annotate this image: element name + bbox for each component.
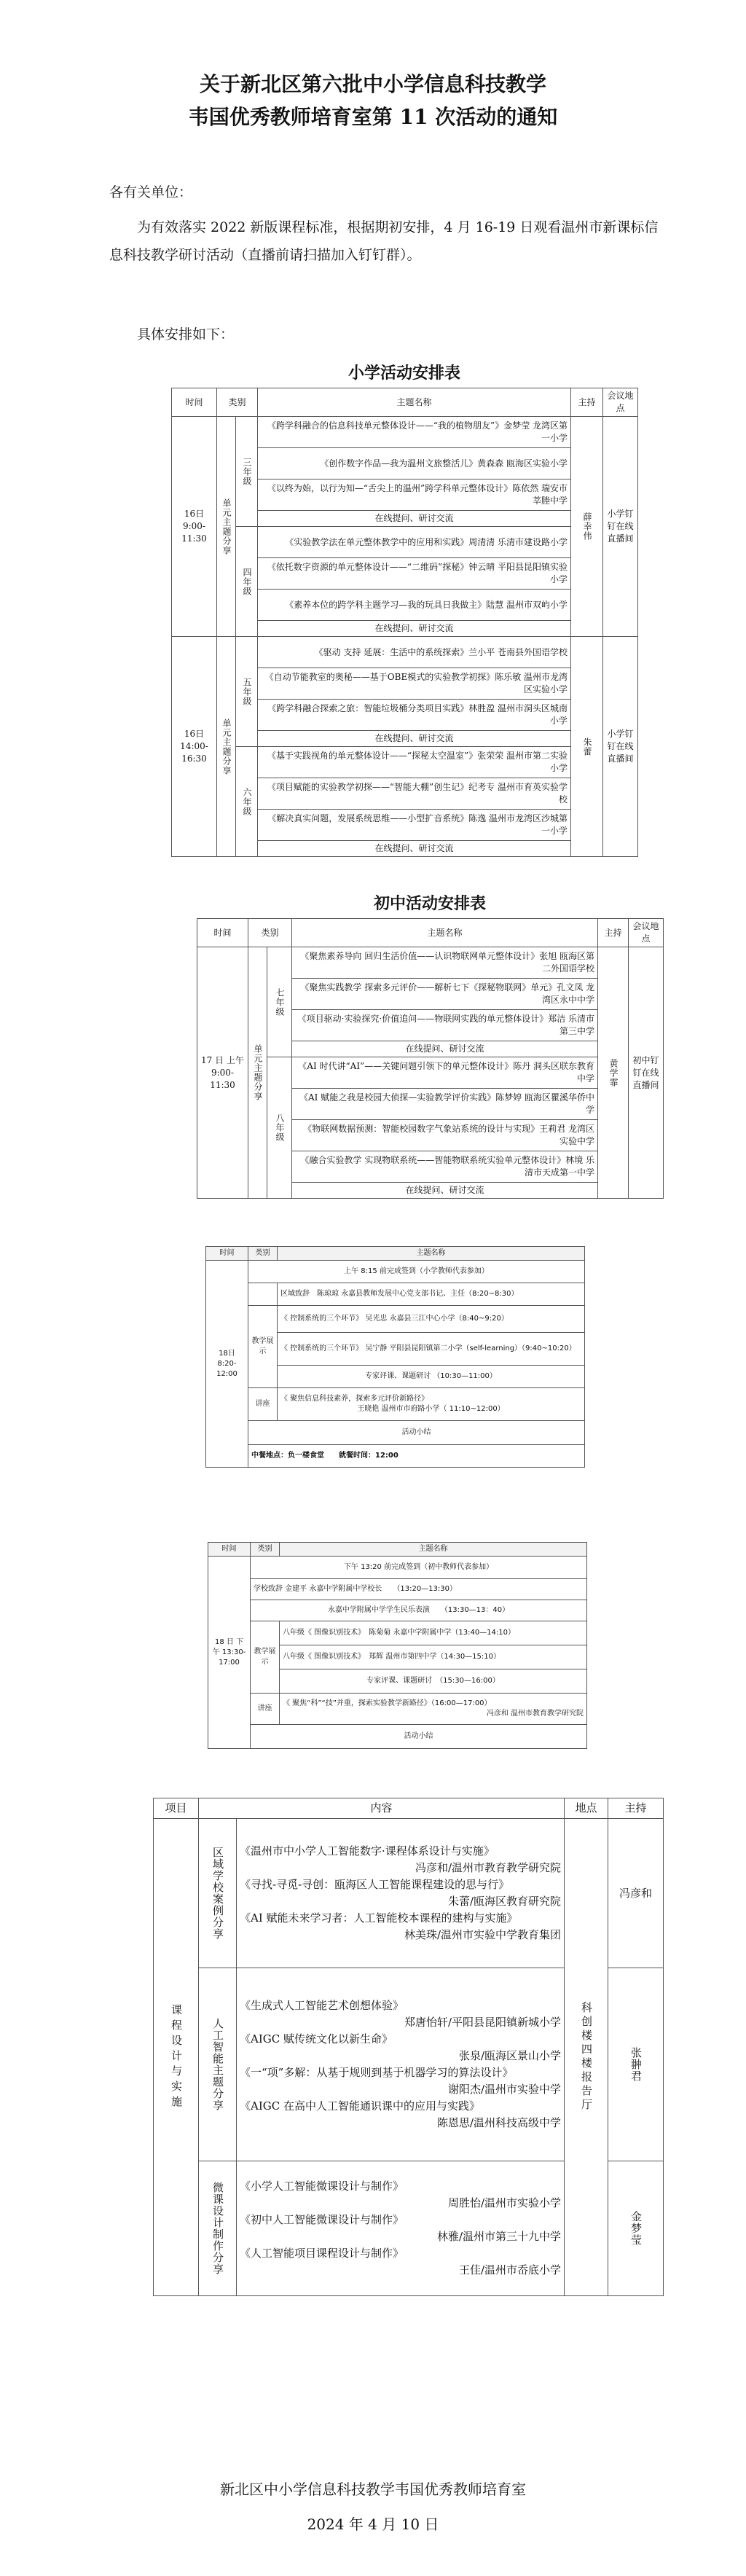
middle-header-row bbox=[197, 919, 664, 947]
discussion-row: 在线提问、研讨交流 bbox=[258, 511, 571, 527]
discussion-row: 在线提问、研讨交流 bbox=[258, 621, 571, 637]
host-name: 黄学霏 bbox=[608, 1058, 619, 1087]
topic-row: 《物联网数据预测：智能校园数字气象站系统的设计与实现》王莉君 龙湾区实验中学 bbox=[292, 1120, 598, 1151]
item-author: 谢阳杰/温州市实验中学 bbox=[447, 2083, 562, 2096]
topic-row: 《融合实验教学 实现物联系统——智能物联系统实验单元整体设计》林境 乐清市天成第一中学 bbox=[292, 1151, 598, 1183]
topic-row: 《聚焦素养导向 回归生活价值——认识物联网单元整体设计》张旭 瓯海区第二外国语学校 bbox=[292, 947, 598, 979]
signin-row: 上午 8:15 前完成签到（小学教师代表参加） bbox=[248, 1261, 585, 1283]
venue: 小学钉钉在线直播间 bbox=[603, 417, 638, 637]
topic-row: 《解决真实问题，发展系统思维——小型扩音系统》陈逸 温州市龙湾区沙城第一小学 bbox=[258, 810, 571, 841]
topic-row: 《基于实践视角的单元整体设计——“探秘太空温室”》张荣荣 温州市第二实验小学 bbox=[258, 747, 571, 778]
demo-row: 八年级《 图像识别技术》 郑辉 温州市第四中学（14:30—15:10） bbox=[280, 1645, 587, 1669]
lecture-title: 《 聚焦“科”“技”并重，探索实验教学新路径》（16:00—17:00） bbox=[283, 1699, 492, 1707]
category-label: 单元主题分享 bbox=[221, 718, 232, 775]
header-location: 地点 bbox=[565, 1798, 608, 1819]
review-row: 专家评课、课题研讨 （15:30—16:00） bbox=[280, 1669, 587, 1694]
session-time: 17 日 上午 9:00-11:30 bbox=[197, 947, 248, 1199]
lunch-row: 中餐地点：负一楼食堂 就餐时间：12:00 bbox=[248, 1445, 585, 1468]
notice-title-line2: 韦国优秀教师培育室第 11 次活动的通知 bbox=[188, 105, 558, 129]
item-title: 《AIGC 在高中人工智能通识课中的应用与实践》 bbox=[240, 2099, 480, 2113]
morning-schedule bbox=[205, 1246, 584, 1468]
header-time: 时间 bbox=[208, 1543, 251, 1557]
demo-row: 《 控制系统的三个环节》 吴宁静 平阳县昆阳镇第二小学（self-learning）（9:40~10:20） bbox=[278, 1333, 585, 1366]
lecture-label: 讲座 bbox=[251, 1694, 280, 1725]
header-category: 类别 bbox=[251, 1543, 280, 1557]
session-time: 16日 14:00-16:30 bbox=[172, 637, 217, 857]
footer-org: 新北区中小学信息科技教学韦国优秀教师培育室 bbox=[220, 2481, 526, 2498]
discussion-row: 在线提问、研讨交流 bbox=[258, 731, 571, 747]
header-topic: 主题名称 bbox=[278, 1247, 585, 1261]
item-author: 冯彦和/温州市教育教学研究院 bbox=[415, 1861, 562, 1874]
topic-row: 《实验教学法在单元整体教学中的应用和实践》周清清 乐清市建设路小学 bbox=[258, 527, 571, 558]
session-time: 16日 9:00-11:30 bbox=[172, 417, 217, 637]
item-author: 王佳/温州市岙底小学 bbox=[458, 2263, 562, 2276]
topic-row: 《以终为始，以行为知—“舌尖上的温州”跨学科单元整体设计》陈依然 瑞安市莘塍中学 bbox=[258, 479, 571, 511]
group-name: 区域学校案例分享 bbox=[211, 1847, 224, 1940]
group-items bbox=[237, 2161, 565, 2296]
demo-row: 八年级《 图像识别技术》 陈菊菊 永嘉中学附属中学（13:40—14:10） bbox=[280, 1621, 587, 1645]
primary-table-title: 小学活动安排表 bbox=[348, 364, 460, 383]
lecturer: 王晓艳 温州市市府路小学（ 11:10~12:00） bbox=[357, 1405, 505, 1413]
item-author: 朱蕾/瓯海区教育研究院 bbox=[447, 1895, 562, 1908]
venue: 小学钉钉在线直播间 bbox=[603, 637, 638, 857]
item-title: 《小学人工智能微课设计与制作》 bbox=[240, 2180, 404, 2193]
header-venue: 会议地点 bbox=[603, 388, 638, 417]
topic-row: 《项目赋能的实验教学初探——“智能大棚”创生记》纪考专 温州市育英实验学校 bbox=[258, 778, 571, 810]
footer-date: 2024 年 4 月 10 日 bbox=[307, 2516, 439, 2533]
group-name: 微课设计制作分享 bbox=[211, 2182, 224, 2275]
item-title: 《AIGC 赋传统文化以新生命》 bbox=[240, 2032, 393, 2045]
topic-row: 《跨学科融合的信息科技单元整体设计——“我的植物朋友”》金梦莹 龙湾区第一小学 bbox=[258, 417, 571, 448]
group-host: 金梦莹 bbox=[629, 2211, 643, 2246]
welcome-row: 永嘉中学附属中学学生民乐表演 （13:30—13：40） bbox=[251, 1600, 587, 1621]
topic-row: 《项目驱动·实验探究·价值追问——物联网实践的单元整体设计》郑洁 乐清市第三中学 bbox=[292, 1010, 598, 1041]
item-author: 林美珠/温州市实验中学教育集团 bbox=[404, 1928, 562, 1941]
item-title: 《寻找-寻觅-寻创：瓯海区人工智能课程建设的思与行》 bbox=[240, 1878, 510, 1891]
session-time: 18 日 下午 13:30-17:00 bbox=[208, 1557, 251, 1749]
topic-row: 《跨学科融合探索之旅：智能垃圾桶分类项目实践》林胜盈 温州市洞头区城南小学 bbox=[258, 700, 571, 731]
topic-row: 《驱动 支持 延展：生活中的系统探索》兰小平 苍南县外国语学校 bbox=[258, 637, 571, 668]
signin-row: 下午 13:20 前完成签到（初中教师代表参加） bbox=[251, 1557, 587, 1579]
salutation: 各有关单位： bbox=[109, 184, 193, 200]
grade-label: 五年级 bbox=[242, 677, 252, 706]
afternoon-header-row bbox=[208, 1543, 587, 1557]
lecture-title: 《 聚焦信息科技素养，探索多元评价新路径》 bbox=[280, 1395, 429, 1403]
item-title: 《生成式人工智能艺术创想体验》 bbox=[240, 1999, 404, 2012]
grade-label: 八年级 bbox=[275, 1113, 285, 1142]
lecture-label: 讲座 bbox=[248, 1388, 278, 1421]
primary-schedule bbox=[171, 359, 637, 857]
header-category: 类别 bbox=[248, 919, 292, 947]
grade-label: 六年级 bbox=[242, 787, 252, 816]
item-title: 《人工智能项目课程设计与制作》 bbox=[240, 2247, 404, 2260]
middle-table-title: 初中活动安排表 bbox=[373, 894, 486, 913]
category-label: 单元主题分享 bbox=[221, 498, 232, 555]
header-time: 时间 bbox=[197, 919, 248, 947]
topic-row: 《AI 赋能之我是校园大侦探—实验教学评价实践》陈梦婷 瓯海区瞿溪华侨中学 bbox=[292, 1089, 598, 1120]
header-topic: 主题名称 bbox=[280, 1543, 587, 1557]
discussion-row: 在线提问、研讨交流 bbox=[258, 841, 571, 857]
notice-title-line1: 关于新北区第六批中小学信息科技教学 bbox=[199, 72, 546, 96]
course-header-row bbox=[154, 1798, 664, 1819]
header-time: 时间 bbox=[172, 388, 217, 417]
header-content: 内容 bbox=[199, 1798, 565, 1819]
category-label: 单元主题分享 bbox=[253, 1044, 263, 1101]
demo-row: 《 控制系统的三个环节》 吴光忠 永嘉县三江中心小学（8:40~9:20） bbox=[278, 1306, 585, 1333]
discussion-row: 在线提问、研讨交流 bbox=[292, 1041, 598, 1057]
welcome-row: 学校致辞 金建平 永嘉中学附属中学校长 （13:20—13:30） bbox=[251, 1579, 587, 1600]
header-venue: 会议地点 bbox=[629, 919, 664, 947]
item-title: 《AI 赋能未来学习者：人工智能校本课程的建构与实施》 bbox=[240, 1911, 518, 1925]
header-time: 时间 bbox=[206, 1247, 248, 1261]
item-title: 《一“项”多解：从基于规则到基于机器学习的算法设计》 bbox=[240, 2066, 514, 2079]
middle-schedule bbox=[197, 889, 663, 1199]
group-name: 人工智能主题分享 bbox=[211, 2018, 224, 2111]
topic-row: 《创作数字作品—我为温州文旅整活儿》黄森森 瓯海区实验小学 bbox=[258, 448, 571, 479]
primary-table bbox=[171, 388, 638, 857]
review-row: 专家评课、课题研讨 （10:30—11:00） bbox=[278, 1366, 585, 1388]
header-host: 主持 bbox=[598, 919, 629, 947]
header-topic: 主题名称 bbox=[292, 919, 598, 947]
project-name: 课程设计与实施 bbox=[170, 2003, 183, 2111]
grade-label: 三年级 bbox=[242, 457, 252, 486]
group-host: 张翀君 bbox=[629, 2047, 643, 2082]
course-design-schedule bbox=[153, 1798, 663, 2296]
header-project: 项目 bbox=[154, 1798, 199, 1819]
morning-table bbox=[205, 1246, 585, 1468]
summary-row: 活动小结 bbox=[248, 1421, 585, 1445]
item-title: 《温州市中小学人工智能数字·课程体系设计与实施》 bbox=[240, 1844, 495, 1857]
header-host: 主持 bbox=[571, 388, 603, 417]
group-items bbox=[237, 1968, 565, 2161]
lecturer: 冯彦和 温州市教育教学研究院 bbox=[486, 1710, 584, 1718]
location: 科创楼四楼报告厅 bbox=[580, 2002, 594, 2113]
header-category: 类别 bbox=[248, 1247, 278, 1261]
grade-label: 四年级 bbox=[242, 567, 252, 596]
demo-label: 教学展示 bbox=[251, 1621, 280, 1694]
grade-label: 七年级 bbox=[275, 987, 285, 1017]
intro-body: 为有效落实 2022 新版课程标准，根据期初安排，4 月 16-19 日观看温州市新课标信息科技教学研讨活动（直播前请扫描加入钉钉群）。 bbox=[109, 219, 659, 263]
item-author: 陈恩思/温州科技高级中学 bbox=[436, 2116, 562, 2129]
demo-label: 教学展示 bbox=[248, 1306, 278, 1388]
header-host: 主持 bbox=[608, 1798, 664, 1819]
session-time: 18日 8:20-12:00 bbox=[206, 1261, 248, 1468]
topic-row: 《依托数字资源的单元整体设计——“二维码”探秘》钟云晴 平阳县昆阳镇实验小学 bbox=[258, 558, 571, 590]
item-author: 郑唐怡轩/平阳县昆阳镇新城小学 bbox=[404, 2016, 562, 2029]
afternoon-table bbox=[208, 1542, 587, 1749]
primary-header-row bbox=[172, 388, 638, 417]
morning-header-row bbox=[206, 1247, 585, 1261]
topic-row: 《聚焦实践教学 探索多元评价——解析七下《探秘物联网》单元》孔文凤 龙湾区永中中学 bbox=[292, 979, 598, 1010]
discussion-row: 在线提问、研讨交流 bbox=[292, 1183, 598, 1199]
venue: 初中钉钉在线直播间 bbox=[629, 947, 664, 1199]
header-category: 类别 bbox=[217, 388, 258, 417]
item-title: 《初中人工智能微课设计与制作》 bbox=[240, 2213, 404, 2226]
item-author: 周胜怡/温州市实验小学 bbox=[447, 2196, 562, 2209]
topic-row: 《素养本位的跨学科主题学习—我的玩具日我做主》陆慧 温州市双屿小学 bbox=[258, 590, 571, 621]
group-host: 冯彦和 bbox=[608, 1819, 664, 1968]
opening-row: 区域致辞 陈琼琼 永嘉县教师发展中心党支部书记、主任（8:20~8:30） bbox=[278, 1283, 585, 1306]
arrangement-lead: 具体安排如下： bbox=[137, 326, 235, 342]
item-author: 张泉/瓯海区景山小学 bbox=[458, 2049, 562, 2062]
topic-row: 《自动节能教室的奥秘——基于OBE模式的实验教学初探》陈乐敏 温州市龙湾区实验小学 bbox=[258, 668, 571, 700]
course-design-table bbox=[153, 1798, 664, 2296]
opening-label bbox=[248, 1283, 278, 1306]
item-author: 林雅/温州市第三十九中学 bbox=[436, 2230, 562, 2243]
host-name: 朱蕾 bbox=[582, 737, 593, 756]
group-items bbox=[237, 1819, 565, 1968]
host-name: 薛幸伟 bbox=[582, 512, 593, 541]
summary-row: 活动小结 bbox=[251, 1725, 587, 1749]
header-topic: 主题名称 bbox=[258, 388, 571, 417]
middle-table bbox=[197, 918, 664, 1199]
topic-row: 《AI 时代讲“AI”——关键问题引领下的单元整体设计》陈丹 洞头区联东教育中学 bbox=[292, 1057, 598, 1089]
afternoon-schedule bbox=[208, 1542, 586, 1749]
